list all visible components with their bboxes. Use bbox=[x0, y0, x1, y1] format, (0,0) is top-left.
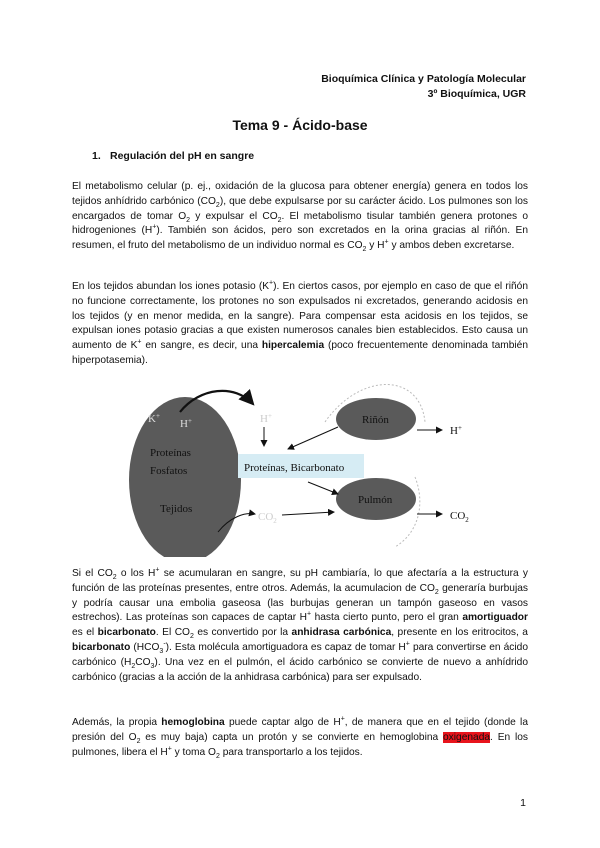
paragraph-potassium: En los tejidos abundan los iones potasio (K+). En ciertos casos, por ejemplo en caso de que el riñón no funcione correctamente, los protones no son expulsados ni excretados, generando acidosis en los tejidos (y en menor medida, en la sangre). Para compensar esta acidosis en los tejidos, se expulsan iones potasio gracias a que existen numerosos canales bien establecidos. Esto causa un aumento de K+ en sangre, es decir, una hipercalemia (poco frecuentemente denominada también hiperpotasemia). bbox=[72, 279, 529, 366]
buffer-box-label: Proteínas, Bicarbonato bbox=[244, 462, 345, 474]
paragraph-hemoglobin: Además, la propia hemoglobina puede captar algo de H+, de manera que en el tejido (donde la presión del $O_2$ es muy baja) capta un protón y se convierte en hemoglobina oxigenada. En los pulmones, libera el H+ y toma $O_2$ para transportarlo a los tejidos. bbox=[72, 715, 529, 760]
kidney-to-box-arrow bbox=[288, 427, 338, 449]
acid-base-diagram bbox=[120, 382, 490, 557]
tissue-text-proteinas: Proteínas bbox=[150, 447, 191, 459]
co2-out-label: $CO_2$ bbox=[450, 510, 469, 524]
term-hemoglobina: hemoglobina bbox=[161, 717, 225, 728]
section-label: Regulación del pH en sangre bbox=[110, 150, 255, 162]
section-heading bbox=[92, 150, 254, 162]
tissue-text-fosfatos: Fosfatos bbox=[150, 465, 188, 477]
document-header bbox=[321, 72, 526, 102]
h-in-label: H+ bbox=[260, 412, 272, 425]
k-label: K+ bbox=[148, 412, 160, 425]
paragraph-metabolism: El metabolismo celular (p. ej., oxidación de la glucosa para obtener energía) genera en todos los tejidos anhídrido carbónico $(CO_2)$, que debe expulsarse por su carácter ácido. Los pulmones son los encargados de tomar $O_2$ y expulsar el $CO_2$. El metabolismo tisular también genera protones o hidrogeniones (H+). También son ácidos, pero son excretados en la orina gracias al riñón. En resumen, el fruto del metabolismo de un individuo normal es $CO_2$ y H+ y ambos deben excretarse. bbox=[72, 181, 528, 254]
section-number: 1. bbox=[92, 150, 101, 162]
lung-label: Pulmón bbox=[358, 494, 393, 506]
kidney-label: Riñón bbox=[362, 414, 389, 426]
term-hipercalemia: hipercalemia bbox=[261, 340, 325, 352]
page-number: 1 bbox=[520, 797, 526, 809]
highlighted-word: oxigenada bbox=[443, 731, 491, 743]
term-bicarbonato-2: bicarbonato bbox=[72, 641, 131, 653]
page-title: Tema 9 - Ácido-base bbox=[232, 117, 368, 133]
h-out-label: H+ bbox=[450, 424, 462, 437]
course-name: Bioquímica Clínica y Patología Molecular bbox=[321, 73, 526, 85]
tissue-text-tejidos: Tejidos bbox=[160, 503, 193, 515]
co2-to-lung-arrow bbox=[282, 512, 334, 515]
box-to-lung-arrow bbox=[308, 482, 338, 494]
h-label: H+ bbox=[180, 417, 192, 430]
term-amortiguador: amortiguador bbox=[462, 612, 528, 624]
co2-in-label: $CO_2$ bbox=[258, 511, 277, 525]
term-anhidrasa: anhidrasa carbónica bbox=[291, 627, 392, 639]
paragraph-bicarbonate: Si el $CO_2$ o los H+ se acumularan en sangre, su pH cambiaría, lo que afectaría a la estructura y función de las proteínas presentes, entre otros. Además, la acumulacion de $CO_2$ generaría burbujas y podría causar una embolia gaseosa (las burbujas generan un tampón gaseoso en vasos estrechos). Las proteínas son capaces de captar H+ hasta cierto punto, pero el gran amortiguador es el bicarbonato. El $CO_2$ es convertido por la anhidrasa carbónica, presente en los eritrocitos, a bicarbonato $(HCO_3^-)$. Esta molécula amortiguadora es capaz de tomar H+ para convertirse en ácido carbónico $(H_2CO_3)$. Una vez en el pulmón, el ácido carbónico se convierte de nuevo a anhídrido carbónico (gracias a la acción de la anhidrasa carbónica) para ser expulsado. bbox=[72, 566, 529, 683]
course-year: 3º Bioquímica, UGR bbox=[427, 88, 526, 100]
term-bicarbonato: bicarbonato bbox=[97, 627, 156, 639]
